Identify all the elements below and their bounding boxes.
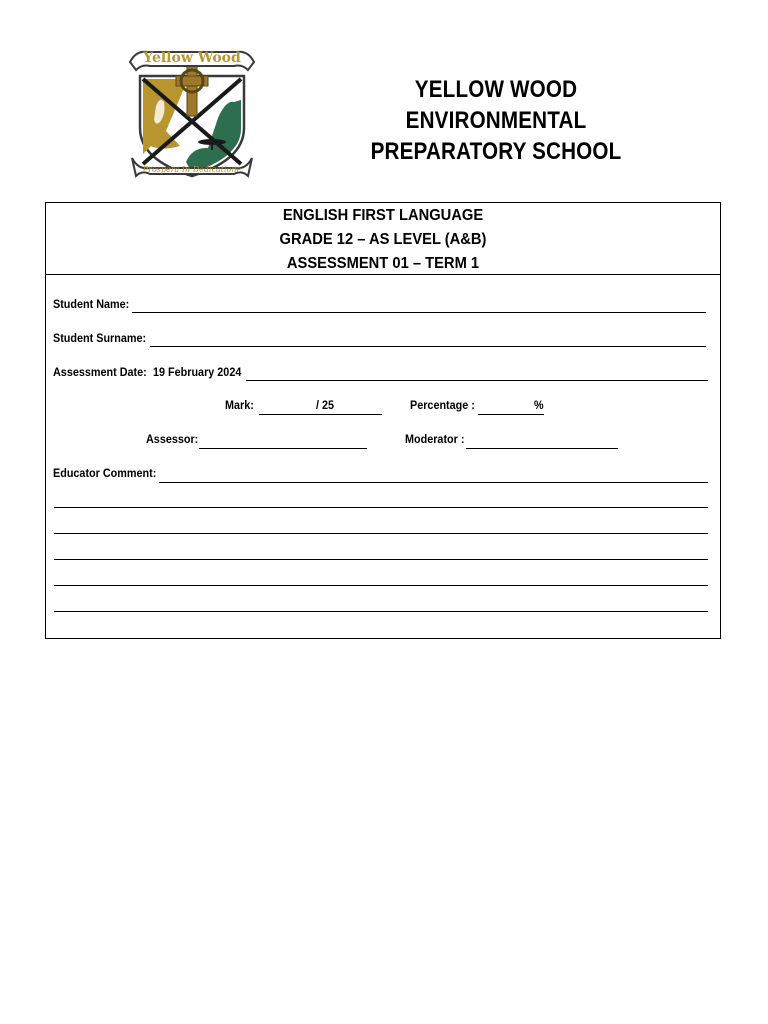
comment-line[interactable] [54, 611, 708, 612]
percentage-label: Percentage : [410, 400, 475, 412]
assessment-date-label: Assessment Date: [53, 367, 147, 379]
moderator-field[interactable] [466, 448, 618, 449]
school-title-line1: YELLOW WOOD ENVIRONMENTAL [405, 76, 587, 134]
educator-comment-label: Educator Comment: [53, 468, 157, 480]
crest-banner-bottom-text: Prospera In Dedicatione [142, 165, 242, 174]
mark-field[interactable] [259, 414, 382, 415]
comment-line[interactable] [54, 559, 708, 560]
mark-total: / 25 [316, 400, 335, 412]
assessment-form [45, 202, 721, 639]
school-crest-logo [126, 36, 258, 184]
comment-line[interactable] [54, 585, 708, 586]
mark-label: Mark: [225, 400, 254, 412]
comment-line[interactable] [54, 533, 708, 534]
percentage-field[interactable] [478, 414, 544, 415]
student-surname-label: Student Surname: [53, 333, 147, 345]
grade-heading: GRADE 12 – AS LEVEL (A&B) [279, 231, 487, 248]
assessment-date-field[interactable] [246, 380, 708, 381]
comment-line[interactable] [54, 507, 708, 508]
crest-banner-top-text: Yellow Wood [143, 50, 241, 66]
school-title [327, 74, 664, 167]
student-name-label: Student Name: [53, 299, 130, 311]
school-title-line2: PREPARATORY SCHOOL [370, 138, 622, 165]
moderator-label: Moderator : [405, 434, 465, 446]
student-surname-field[interactable] [150, 346, 706, 347]
educator-comment-field[interactable] [159, 482, 708, 483]
assessor-label: Assessor: [146, 434, 199, 446]
student-name-field[interactable] [132, 312, 706, 313]
assessment-heading: ASSESSMENT 01 – TERM 1 [286, 255, 480, 272]
assessor-field[interactable] [199, 448, 367, 449]
form-header [46, 203, 720, 275]
subject-heading: ENGLISH FIRST LANGUAGE [282, 207, 484, 224]
percentage-symbol: % [534, 400, 544, 412]
assessment-date-value: 19 February 2024 [153, 367, 242, 379]
